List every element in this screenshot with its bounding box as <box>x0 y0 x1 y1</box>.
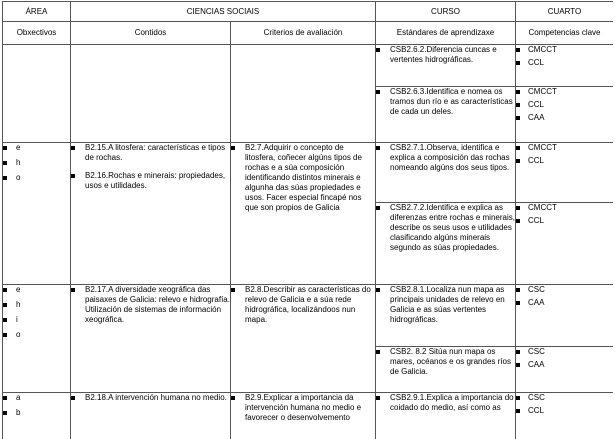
content-item: B2.16.Rochas e minerais: propiedades, usos e utilidades. <box>71 171 230 191</box>
contents-header: Contidos <box>71 22 231 45</box>
competence-item: CSC <box>516 393 613 403</box>
competences-cell <box>516 393 614 439</box>
table-row <box>3 143 614 203</box>
standard-item: CSB2.6.3.Identifica e nomea os tramos dun río e as características de cada un deles. <box>376 87 515 117</box>
objectives-cell <box>3 285 71 393</box>
standard-item: CSB2.8.1.Localiza nun mapa as principais unidades de relevo en Galicia e as súas vertentes hidrográficas. <box>376 285 515 325</box>
objective-item: o <box>3 330 70 340</box>
competence-item: CAA <box>516 113 613 123</box>
contents-cell <box>71 143 231 285</box>
objective-item: e <box>3 143 70 153</box>
criteria-header: Criterios de avaliación <box>231 22 376 45</box>
table-row <box>3 393 614 439</box>
criterion-item: B2.7.Adquirir o concepto de litosfera, coñecer algúns tipos de rochas e a súa composición identificando distintos minerais e algunha das súas propiedades e usos. Facer especial fincapé nos que son propios de Galicia <box>231 143 375 213</box>
objective-item: o <box>3 173 70 183</box>
objectives-cell <box>3 143 71 285</box>
objective-item: h <box>3 300 70 310</box>
header-row <box>3 2 614 22</box>
standard-cell <box>376 347 516 393</box>
criteria-cell <box>231 45 376 143</box>
standard-item: CSB2.7.2.Identifica e explica as diferenzas entre rochas e minerais, describe os seus usos e utilidades clasificando algúns minerais segundo as súas propiedades. <box>376 203 515 253</box>
competence-item: CMCCT <box>516 143 613 153</box>
table-row <box>3 285 614 347</box>
standard-item: CSB2.6.2.Diferencia cuncas e vertentes hidrográficas. <box>376 45 515 65</box>
criteria-cell <box>231 143 376 285</box>
standard-cell <box>376 393 516 439</box>
criterion-item: B2.8.Describir as características do relevo de Galicia e a súa rede hidrográfica, localizándoos nun mapa. <box>231 285 375 325</box>
objective-item: i <box>3 315 70 325</box>
competence-item: CAA <box>516 298 613 308</box>
standard-item: CSB2.7.1.Observa, identifica e explica a composición das rochas nomeando algúns dos seus tipos. <box>376 143 515 173</box>
objectives-cell <box>3 45 71 143</box>
competences-cell <box>516 143 614 203</box>
competence-item: CSC <box>516 347 613 357</box>
objective-item: h <box>3 158 70 168</box>
competence-item: CCL <box>516 156 613 166</box>
course-label: CURSO <box>376 2 516 22</box>
criterion-item: B2.9.Explicar a importancia da intervención humana no medio e favorecer o desenvolvemento <box>231 393 375 423</box>
competences-cell <box>516 285 614 347</box>
objective-item: b <box>3 408 70 418</box>
criteria-cell <box>231 393 376 439</box>
competence-item: CMCCT <box>516 45 613 55</box>
area-label: ÁREA <box>3 2 71 22</box>
standard-item: CSB2. 8.2 Sitúa nun mapa os mares, océanos e os grandes ríos de Galicia. <box>376 347 515 377</box>
competence-item: CMCCT <box>516 87 613 97</box>
competence-item: CMCCT <box>516 203 613 213</box>
content-item: B2.17.A diversidade xeográfica das paisaxes de Galicia: relevo e hidrografía. Utilización de sistemas de información xeográfica. <box>71 285 230 325</box>
standard-cell <box>376 45 516 87</box>
standard-cell <box>376 87 516 143</box>
contents-cell <box>71 285 231 393</box>
competence-item: CCL <box>516 100 613 110</box>
objective-item: a <box>3 393 70 403</box>
contents-cell <box>71 393 231 439</box>
competences-cell <box>516 347 614 393</box>
competences-cell <box>516 45 614 87</box>
table-row <box>3 45 614 87</box>
content-item: B2.15.A litosfera: características e tipos de rochas. <box>71 143 230 163</box>
competences-cell <box>516 87 614 143</box>
standard-cell <box>376 143 516 203</box>
competence-item: CSC <box>516 285 613 295</box>
competences-header: Competencias clave <box>516 22 614 45</box>
criteria-cell <box>231 285 376 393</box>
competences-cell <box>516 203 614 285</box>
contents-cell <box>71 45 231 143</box>
content-item: B2.18.A intervención humana no medio. <box>71 393 230 403</box>
competence-item: CCL <box>516 406 613 416</box>
standards-header: Estándares de aprendizaxe <box>376 22 516 45</box>
competence-item: CCL <box>516 58 613 68</box>
subject-title: CIENCIAS SOCIAIS <box>71 2 376 22</box>
objective-item: e <box>3 285 70 295</box>
standard-item: CSB2.9.1.Explica a importancia do coidado do medio, así como as <box>376 393 515 413</box>
curriculum-document <box>2 1 613 439</box>
curriculum-table <box>2 1 613 439</box>
objectives-cell <box>3 393 71 439</box>
column-header-row <box>3 22 614 45</box>
objectives-header: Obxectivos <box>3 22 71 45</box>
standard-cell <box>376 285 516 347</box>
course-value: CUARTO <box>516 2 614 22</box>
competence-item: CAA <box>516 360 613 370</box>
standard-cell <box>376 203 516 285</box>
competence-item: CCL <box>516 216 613 226</box>
